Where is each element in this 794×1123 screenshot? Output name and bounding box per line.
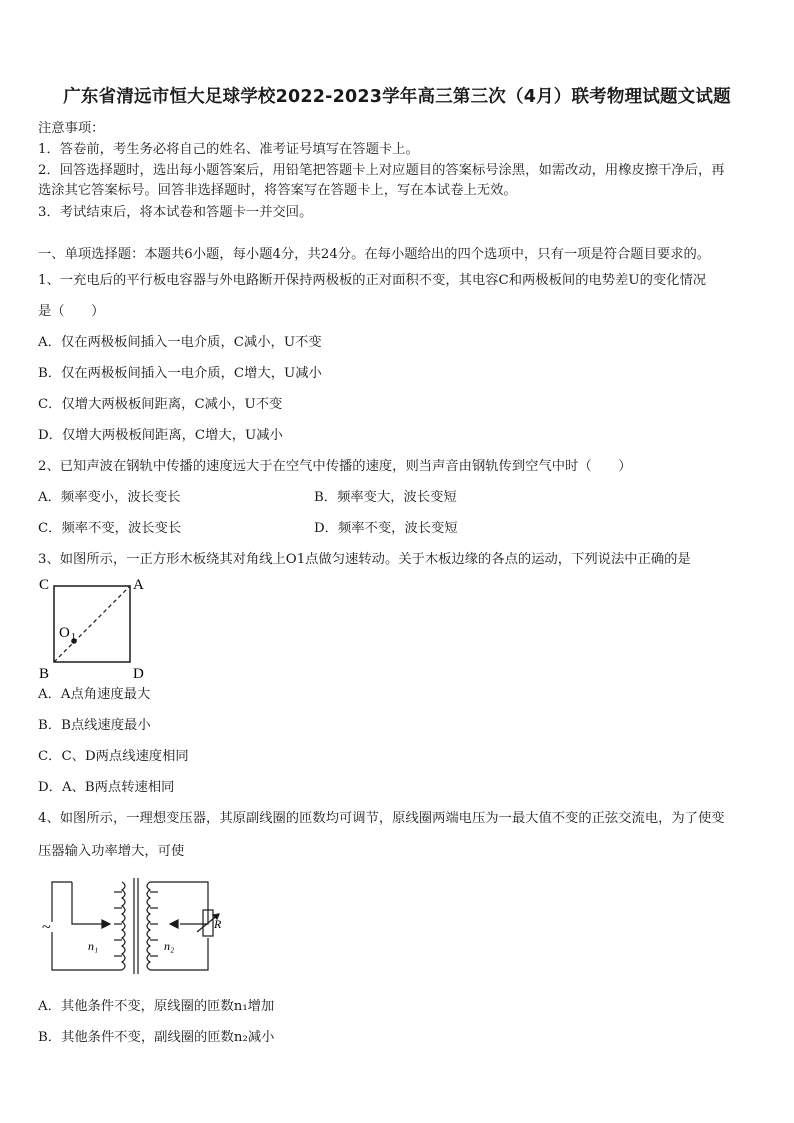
section-heading: 一、单项选择题：本题共6小题，每小题4分，共24分。在每小题给出的四个选项中，只有一项是符合题目要求的。 <box>38 247 711 262</box>
secondary-coil <box>147 882 150 970</box>
board-diagonal <box>54 586 130 662</box>
label-r: R <box>214 917 222 931</box>
notice-item-2-cont: 选涂其它答案标号。回答非选择题时，将答案写在答题卡上，写在本试卷上无效。 <box>38 183 517 198</box>
primary-tap-wire <box>72 882 102 924</box>
q2-stem: 2、已知声波在钢轨中传播的速度远大于在空气中传播的速度，则当声音由钢轨传到空气中时（ ） <box>38 459 632 474</box>
q1-option-a: A．仅在两极板间插入一电介质，C减小，U不变 <box>38 335 322 350</box>
notice-item-3: 3．考试结束后，将本试卷和答题卡一并交回。 <box>38 205 313 220</box>
label-c: C <box>39 577 50 593</box>
secondary-tap-arrow <box>170 920 178 928</box>
primary-wire-top <box>52 882 72 922</box>
primary-wire-bottom <box>52 932 122 970</box>
notice-item-1: 1．答卷前，考生务必将自己的姓名、准考证号填写在答题卡上。 <box>38 142 419 157</box>
transformer-figure <box>42 874 232 978</box>
q1-stem-cont: 是（ ） <box>38 304 105 319</box>
q4-option-a: A．其他条件不变，原线圈的匝数n₁增加 <box>38 999 275 1014</box>
label-b: B <box>39 666 50 682</box>
square-board-figure <box>36 574 156 684</box>
secondary-wire-bottom <box>150 938 208 970</box>
primary-coil <box>122 882 125 970</box>
q1-option-d: D．仅增大两极板间距离，C增大，U减小 <box>38 428 283 443</box>
q4-option-b: B．其他条件不变，副线圈的匝数n₂减小 <box>38 1030 275 1045</box>
label-n2: n₂ <box>164 939 175 953</box>
primary-tap-arrow <box>102 920 110 928</box>
label-o-subscript: 1 <box>71 632 76 643</box>
q1-option-c: C．仅增大两极板间距离，C减小，U不变 <box>38 397 283 412</box>
label-o: O <box>59 625 70 641</box>
q3-option-a: A．A点角速度最大 <box>38 687 151 702</box>
q4-stem-cont: 压器输入功率增大，可使 <box>38 844 185 859</box>
label-n1: n₁ <box>88 939 99 953</box>
notice-heading: 注意事项： <box>38 121 105 136</box>
q1-stem: 1、一充电后的平行板电容器与外电路断开保持两极板的正对面积不变，其电容C和两极板间的电势差U的变化情况 <box>38 273 707 288</box>
q2-option-b: B．频率变大，波长变短 <box>314 490 457 505</box>
secondary-tap-wire <box>150 882 208 924</box>
q3-stem: 3、如图所示，一正方形木板绕其对角线上O1点做匀速转动。关于木板边缘的各点的运动，下列说法中正确的是 <box>38 552 691 567</box>
q3-option-c: C．C、D两点线速度相同 <box>38 749 189 764</box>
label-a: A <box>133 577 144 593</box>
q2-option-d: D．频率不变，波长变短 <box>314 521 458 536</box>
q3-option-d: D．A、B两点转速相同 <box>38 780 175 795</box>
page-title: 广东省清远市恒大足球学校2022-2023学年高三第三次（4月）联考物理试题文试题 <box>63 87 731 107</box>
q2-option-c: C．频率不变，波长变长 <box>38 521 182 536</box>
q3-option-b: B．B点线速度最小 <box>38 718 151 733</box>
ac-source-symbol: ~ <box>42 919 51 936</box>
label-d: D <box>133 666 144 682</box>
q1-option-b: B．仅在两极板间插入一电介质，C增大，U减小 <box>38 366 322 381</box>
q2-option-a: A．频率变小，波长变长 <box>38 490 181 505</box>
notice-item-2: 2．回答选择题时，选出每小题答案后，用铅笔把答题卡上对应题目的答案标号涂黑，如需改动，用橡皮擦干净后，再 <box>38 163 725 178</box>
q4-stem: 4、如图所示，一理想变压器，其原副线圈的匝数均可调节，原线圈两端电压为一最大值不变的正弦交流电，为了使变 <box>38 811 725 826</box>
